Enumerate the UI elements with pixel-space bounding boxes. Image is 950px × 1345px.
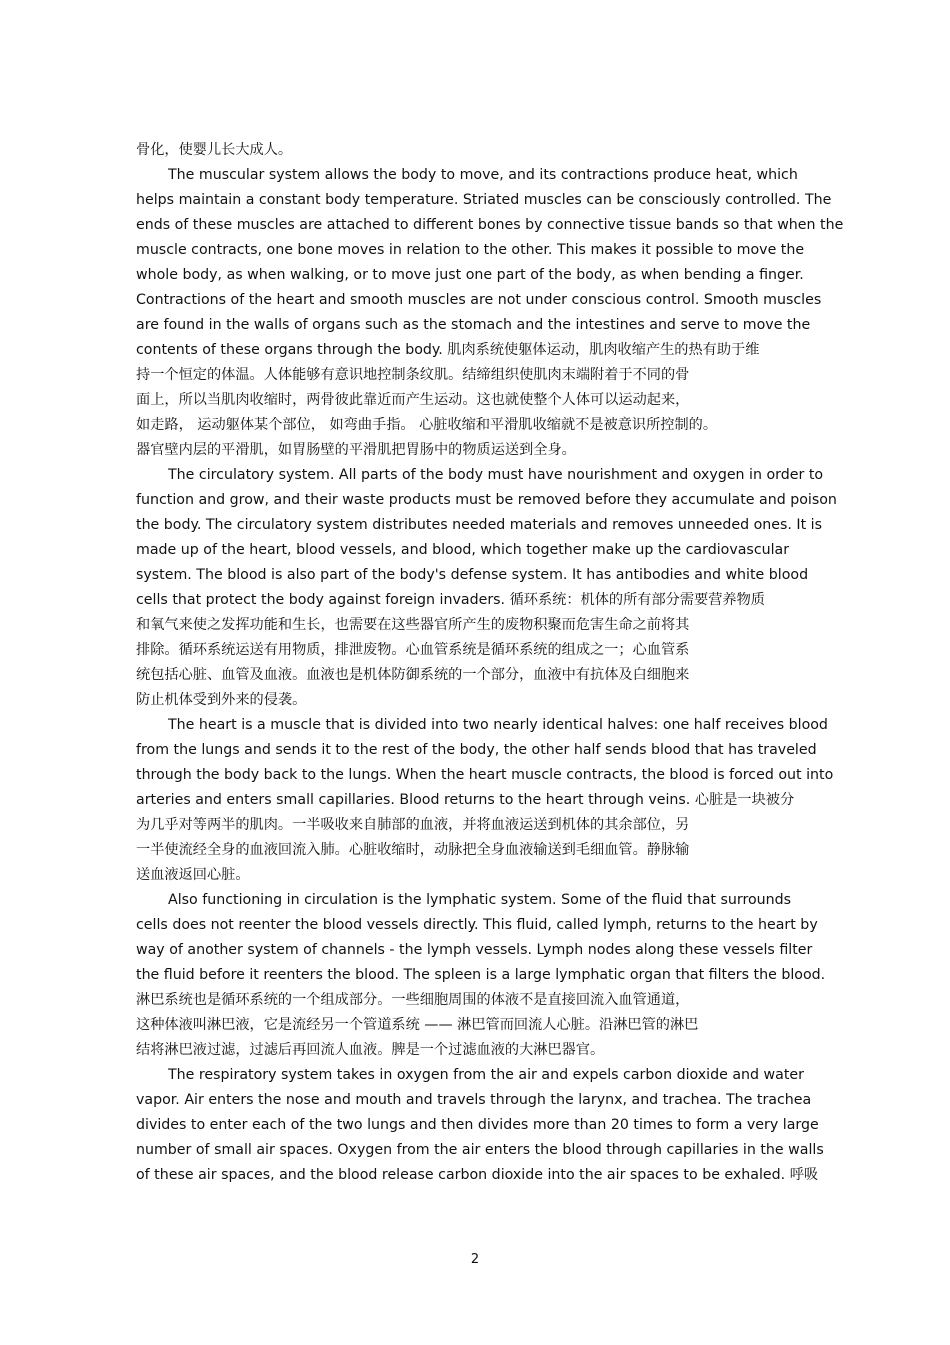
text-line: 防止机体受到外来的侵袭。 <box>136 692 307 708</box>
text-line: The heart is a muscle that is divided into two nearly identical halves: one half receives blood <box>168 717 828 733</box>
text-line: cells that protect the body against foreign invaders. 循环系统：机体的所有部分需要营养物质 <box>136 592 765 608</box>
text-line: The muscular system allows the body to move, and its contractions produce heat, which <box>168 167 798 183</box>
text-line: 排除。循环系统运送有用物质，排泄废物。心血管系统是循环系统的组成之一；心血管系 <box>136 642 690 658</box>
paragraph-lymphatic-system <box>136 888 826 1063</box>
text-line: 持一个恒定的体温。人体能够有意识地控制条纹肌。结缔组织使肌肉末端附着于不同的骨 <box>136 367 690 383</box>
text-line: 为几乎对等两半的肌肉。一半吸收来自肺部的血液，并将血液运送到机体的其余部位，另 <box>136 817 690 833</box>
page-number: 2 <box>470 1252 480 1267</box>
text-line: 和氧气来使之发挥功能和生长，也需要在这些器官所产生的废物积聚而危害生命之前将其 <box>136 617 690 633</box>
text-line: of these air spaces, and the blood release carbon dioxide into the air spaces to be exhaled. 呼吸 <box>136 1167 819 1183</box>
text-line: cells does not reenter the blood vessels directly. This fluid, called lymph, returns to the heart by <box>136 917 818 933</box>
text-line: contents of these organs through the body. 肌肉系统使躯体运动，肌肉收缩产生的热有助于维 <box>136 342 760 358</box>
body-text <box>136 138 844 1188</box>
text-line: 结将淋巴液过滤，过滤后再回流人血液。脾是一个过滤血液的大淋巴器官。 <box>136 1042 605 1058</box>
text-line: made up of the heart, blood vessels, and blood, which together make up the cardiovascular <box>136 542 790 558</box>
text-line: through the body back to the lungs. When the heart muscle contracts, the blood is forced out into <box>136 767 834 783</box>
text-line: are found in the walls of organs such as the stomach and the intestines and serve to move the <box>136 317 811 333</box>
text-line: 统包括心脏、血管及血液。血液也是机体防御系统的一个部分，血液中有抗体及白细胞来 <box>136 667 690 683</box>
text-line: number of small air spaces. Oxygen from the air enters the blood through capillaries in the walls <box>136 1142 824 1158</box>
text-line: 骨化，使婴儿长大成人。 <box>136 142 293 158</box>
paragraph-skeleton-continuation <box>136 138 794 163</box>
text-line: ends of these muscles are attached to different bones by connective tissue bands so that when the <box>136 217 844 233</box>
text-line: the body. The circulatory system distributes needed materials and removes unneeded ones. It is <box>136 517 822 533</box>
text-line: 面上，所以当肌肉收缩时，两骨彼此靠近而产生运动。这也就使整个人体可以运动起来， <box>136 392 690 408</box>
text-line: 一半使流经全身的血液回流入肺。心脏收缩时，动脉把全身血液输送到毛细血管。静脉输 <box>136 842 690 858</box>
text-line: function and grow, and their waste products must be removed before they accumulate and poison <box>136 492 837 508</box>
text-line: muscle contracts, one bone moves in relation to the other. This makes it possible to move the <box>136 242 805 258</box>
text-line: 这种体液叫淋巴液，它是流经另一个管道系统 —— 淋巴管而回流人心脏。沿淋巴管的淋巴 <box>136 1017 699 1033</box>
text-line: helps maintain a constant body temperature. Striated muscles can be consciously controlled. The <box>136 192 832 208</box>
text-line: 如走路， 运动躯体某个部位， 如弯曲手指。 心脏收缩和平滑肌收缩就不是被意识所控制的。 <box>136 417 718 433</box>
text-line: The respiratory system takes in oxygen from the air and expels carbon dioxide and water <box>168 1067 804 1083</box>
text-line: 送血液返回心脏。 <box>136 867 250 883</box>
text-line: arteries and enters small capillaries. Blood returns to the heart through veins. 心脏是一块被分 <box>136 792 795 808</box>
text-line: way of another system of channels - the lymph vessels. Lymph nodes along these vessels filter <box>136 942 813 958</box>
text-line: the fluid before it reenters the blood. The spleen is a large lymphatic organ that filters the blood. <box>136 967 826 983</box>
text-line: The circulatory system. All parts of the body must have nourishment and oxygen in order to <box>168 467 824 483</box>
paragraph-respiratory-system <box>136 1063 824 1188</box>
text-line: whole body, as when walking, or to move just one part of the body, as when bending a finger. <box>136 267 804 283</box>
paragraph-circulatory-system <box>136 463 837 713</box>
paragraph-muscular-system <box>136 163 844 463</box>
text-line: from the lungs and sends it to the rest of the body, the other half sends blood that has traveled <box>136 742 817 758</box>
text-line: divides to enter each of the two lungs and then divides more than 20 times to form a very large <box>136 1117 819 1133</box>
text-line: Contractions of the heart and smooth muscles are not under conscious control. Smooth muscles <box>136 292 822 308</box>
text-line: Also functioning in circulation is the lymphatic system. Some of the fluid that surrounds <box>168 892 792 908</box>
text-line: 器官壁内层的平滑肌，如胃肠壁的平滑肌把胃肠中的物质运送到全身。 <box>136 442 576 458</box>
text-line: system. The blood is also part of the body's defense system. It has antibodies and white blood <box>136 567 809 583</box>
paragraph-heart <box>136 713 834 888</box>
text-line: 淋巴系统也是循环系统的一个组成部分。一些细胞周围的体液不是直接回流入血管通道， <box>136 992 690 1008</box>
text-line: vapor. Air enters the nose and mouth and travels through the larynx, and trachea. The trachea <box>136 1092 812 1108</box>
